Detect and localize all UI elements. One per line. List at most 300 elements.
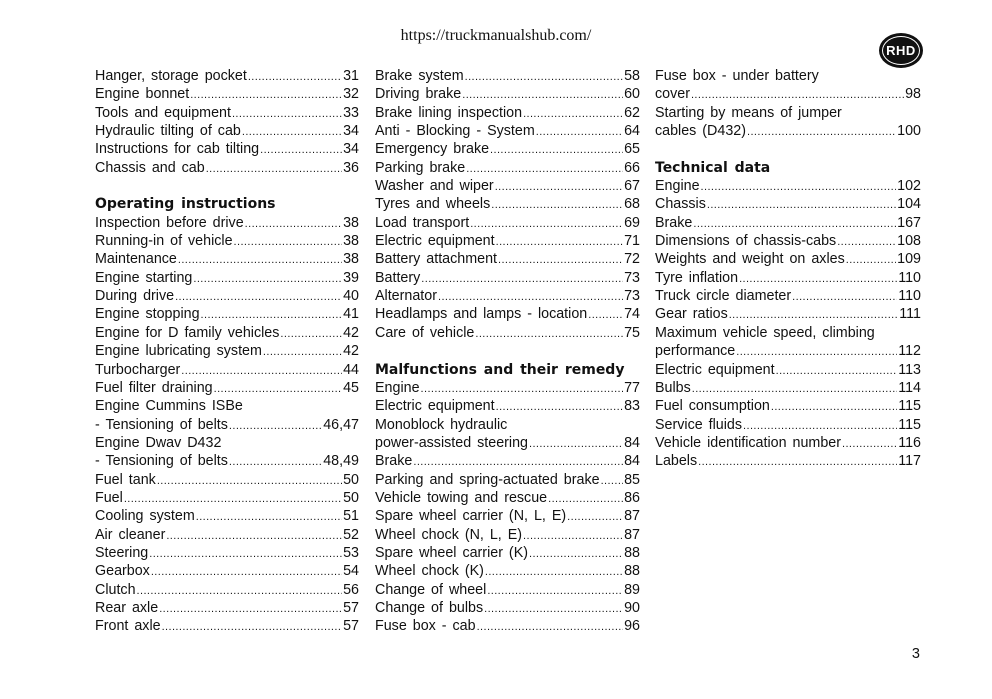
- toc-entry: [375, 159, 640, 177]
- dot-leader: [523, 527, 623, 544]
- dot-leader: [413, 453, 623, 470]
- toc-entry: [375, 305, 640, 323]
- toc-entry-page: 104: [897, 196, 921, 213]
- toc-entry: [375, 471, 640, 489]
- toc-entry-title: - Tensioning of belts: [95, 416, 228, 433]
- toc-entry: [375, 269, 640, 287]
- dot-leader: [421, 380, 624, 397]
- toc-entry-page: 62: [624, 104, 640, 121]
- toc-entry-page: 38: [343, 233, 359, 250]
- toc-entry-title: Engine starting: [95, 269, 193, 286]
- toc-entry-page: 77: [624, 379, 640, 396]
- section-heading-text: Technical data: [655, 159, 771, 176]
- toc-entry: [655, 177, 921, 195]
- toc-entry-page: 51: [343, 508, 359, 525]
- toc-column-2: [375, 67, 640, 636]
- toc-entry-title: Anti - Blocking - System: [375, 123, 535, 140]
- rhd-badge-ring: [882, 36, 920, 65]
- toc-entry: [95, 342, 359, 360]
- dot-leader: [567, 508, 623, 525]
- dot-leader: [529, 545, 623, 562]
- toc-entry: [95, 489, 359, 507]
- toc-entry-page: 98: [905, 86, 921, 103]
- toc-entry-title: Tyres and wheels: [375, 196, 491, 213]
- dot-leader: [232, 105, 342, 122]
- toc-entry-title: cables (D432): [655, 123, 746, 140]
- dot-leader: [498, 251, 623, 268]
- dot-leader: [837, 233, 896, 250]
- toc-entry-title: Tools and equipment: [95, 104, 231, 121]
- toc-entry-page: 36: [343, 159, 359, 176]
- toc-entry-page: 42: [343, 324, 359, 341]
- toc-entry-title: Maintenance: [95, 251, 177, 268]
- dot-leader: [496, 233, 623, 250]
- dot-leader: [151, 563, 342, 580]
- dot-leader: [529, 435, 623, 452]
- toc-entry-page: 111: [899, 306, 921, 323]
- toc-entry: [375, 507, 640, 525]
- toc-entry-title: Maximum vehicle speed, climbing: [655, 324, 875, 341]
- toc-entry-page: 33: [343, 104, 359, 121]
- toc-entry-title: Clutch: [95, 581, 136, 598]
- dot-leader: [692, 380, 897, 397]
- toc-entry: [375, 544, 640, 562]
- toc-entry: [375, 177, 640, 195]
- toc-entry-page: 75: [624, 324, 640, 341]
- toc-entry-page: 115: [898, 398, 921, 415]
- dot-leader: [536, 123, 623, 140]
- toc-entry: [375, 452, 640, 470]
- toc-entry: [95, 599, 359, 617]
- section-heading: [655, 159, 921, 177]
- toc-entry: [655, 232, 921, 250]
- toc-entry: [655, 434, 921, 452]
- dot-leader: [466, 160, 623, 177]
- dot-leader: [771, 398, 897, 415]
- toc-entry-page: 38: [343, 214, 359, 231]
- toc-entry: [375, 581, 640, 599]
- toc-entry: [95, 581, 359, 599]
- section-spacer: [375, 342, 640, 360]
- toc-entry-page: 110: [898, 288, 921, 305]
- dot-leader: [491, 196, 623, 213]
- toc-entry: [95, 305, 359, 323]
- toc-entry-title: Load transport: [375, 214, 470, 231]
- toc-entry-title: Engine Dwav D432: [95, 434, 222, 451]
- toc-entry-title: Service fluids: [655, 416, 743, 433]
- toc-entry-page: 38: [343, 251, 359, 268]
- toc-entry-title: Parking and spring-actuated brake: [375, 471, 600, 488]
- toc-entry-title: Vehicle identification number: [655, 434, 841, 451]
- dot-leader: [496, 398, 623, 415]
- toc-entry-page: 52: [343, 526, 359, 543]
- dot-leader: [206, 160, 342, 177]
- dot-leader: [487, 582, 623, 599]
- toc-entry-title: Truck circle diameter: [655, 288, 792, 305]
- toc-entry: [655, 195, 921, 213]
- toc-entry-page: 84: [624, 453, 640, 470]
- toc-entry-title: Weights and weight on axles: [655, 251, 845, 268]
- toc-entry-title: Running-in of vehicle: [95, 233, 233, 250]
- dot-leader: [421, 270, 623, 287]
- dot-leader: [701, 178, 897, 195]
- toc-entry-title: Brake lining inspection: [375, 104, 523, 121]
- toc-entry: [95, 140, 359, 158]
- dot-leader: [739, 270, 897, 287]
- toc-entry-title: Inspection before drive: [95, 214, 244, 231]
- toc-entry-page: 39: [343, 269, 359, 286]
- toc-entry-title: Dimensions of chassis-cabs: [655, 233, 837, 250]
- dot-leader: [776, 362, 898, 379]
- dot-leader: [229, 453, 322, 470]
- toc-entry: [655, 214, 921, 232]
- toc-entry-title: Spare wheel carrier (N, L, E): [375, 508, 567, 525]
- dot-leader: [588, 306, 623, 323]
- toc-entry-title: performance: [655, 343, 736, 360]
- dot-leader: [280, 325, 342, 342]
- toc-entry-title: Engine bonnet: [95, 86, 190, 103]
- dot-leader: [149, 545, 342, 562]
- toc-entry: [95, 324, 359, 342]
- toc-entry-title: Chassis and cab: [95, 159, 205, 176]
- dot-leader: [792, 288, 897, 305]
- toc-entry: [655, 269, 921, 287]
- toc-entry-continued: [655, 67, 921, 85]
- toc-entry-page: 68: [624, 196, 640, 213]
- toc-entry: [375, 85, 640, 103]
- toc-entry-page: 34: [343, 141, 359, 158]
- toc-entry-page: 32: [343, 86, 359, 103]
- toc-entry: [655, 361, 921, 379]
- toc-entry: [95, 269, 359, 287]
- toc-entry: [95, 67, 359, 85]
- toc-entry-title: Hydraulic tilting of cab: [95, 123, 241, 140]
- toc-entry: [375, 397, 640, 415]
- toc-entry: [95, 214, 359, 232]
- toc-entry: [95, 232, 359, 250]
- toc-entry-page: 113: [898, 361, 921, 378]
- toc-entry-title: Battery attachment: [375, 251, 497, 268]
- toc-entry-title: Electric equipment: [375, 398, 495, 415]
- toc-entry-title: Monoblock hydraulic: [375, 416, 508, 433]
- dot-leader: [201, 306, 343, 323]
- toc-entry-title: Fuel filter draining: [95, 379, 213, 396]
- dot-leader: [193, 270, 342, 287]
- toc-entry: [655, 342, 921, 360]
- toc-entry: [95, 159, 359, 177]
- dot-leader: [229, 417, 322, 434]
- toc-entry-title: Change of wheel: [375, 581, 487, 598]
- toc-entry-page: 114: [898, 379, 921, 396]
- toc-entry: [375, 250, 640, 268]
- toc-entry-title: Engine: [375, 379, 420, 396]
- toc-entry: [95, 250, 359, 268]
- toc-entry-title: Steering: [95, 544, 149, 561]
- dot-leader: [242, 123, 342, 140]
- toc-entry-title: Electric equipment: [375, 233, 495, 250]
- toc-entry-page: 108: [897, 233, 921, 250]
- toc-entry-title: Front axle: [95, 618, 161, 635]
- toc-entry-title: Brake: [375, 453, 413, 470]
- toc-entry-page: 48,49: [323, 453, 359, 470]
- toc-entry-page: 31: [343, 68, 359, 84]
- toc-entry-title: Parking brake: [375, 159, 466, 176]
- toc-column-1: [95, 67, 359, 636]
- toc-entry: [95, 104, 359, 122]
- dot-leader: [485, 563, 623, 580]
- toc-entry: [95, 507, 359, 525]
- toc-entry-page: 73: [624, 269, 640, 286]
- toc-entry: [95, 544, 359, 562]
- toc-entry-title: Tyre inflation: [655, 269, 739, 286]
- toc-entry-page: 45: [343, 379, 359, 396]
- toc-entry-page: 89: [624, 581, 640, 598]
- toc-entry-page: 65: [624, 141, 640, 158]
- toc-entry-title: Fuel tank: [95, 471, 156, 488]
- toc-entry: [95, 526, 359, 544]
- toc-entry-title: Care of vehicle: [375, 324, 475, 341]
- dot-leader: [470, 215, 623, 232]
- toc-entry: [95, 379, 359, 397]
- dot-leader: [846, 251, 896, 268]
- dot-leader: [162, 618, 343, 635]
- toc-entry-title: Emergency brake: [375, 141, 490, 158]
- toc-entry: [95, 617, 359, 635]
- dot-leader: [601, 472, 624, 489]
- toc-entry-title: Air cleaner: [95, 526, 166, 543]
- dot-leader: [691, 86, 904, 103]
- toc-entry: [375, 287, 640, 305]
- toc-entry-page: 58: [624, 68, 640, 84]
- toc-entry-title: Wheel chock (K): [375, 563, 484, 580]
- toc-entry: [375, 122, 640, 140]
- toc-entry-title: Fuse box - cab: [375, 618, 476, 635]
- toc-entry-title: Gearbox: [95, 563, 150, 580]
- dot-leader: [693, 215, 896, 232]
- dot-leader: [260, 141, 342, 158]
- toc-entry: [375, 489, 640, 507]
- toc-entry-title: Bulbs: [655, 379, 691, 396]
- dot-leader: [175, 288, 342, 305]
- toc-column-3: [655, 67, 921, 471]
- toc-entry-page: 87: [624, 508, 640, 525]
- dot-leader: [245, 215, 342, 232]
- dot-leader: [190, 86, 342, 103]
- toc-entry-page: 71: [624, 233, 640, 250]
- toc-entry-page: 57: [343, 618, 359, 635]
- toc-entry: [655, 122, 921, 140]
- toc-entry-title: Engine: [655, 178, 700, 195]
- toc-entry-page: 67: [624, 178, 640, 195]
- toc-entry-title: Hanger, storage pocket: [95, 68, 247, 84]
- toc-entry-title: Engine Cummins ISBe: [95, 398, 243, 415]
- toc-entry-title: Spare wheel carrier (K): [375, 544, 528, 561]
- source-url[interactable]: https://truckmanualshub.com/: [400, 27, 592, 44]
- toc-entry-page: 85: [624, 471, 640, 488]
- toc-entry: [375, 617, 640, 635]
- toc-entry: [655, 287, 921, 305]
- toc-entry: [375, 379, 640, 397]
- toc-entry: [375, 599, 640, 617]
- toc-entry-title: Washer and wiper: [375, 178, 494, 195]
- dot-leader: [234, 233, 343, 250]
- toc-entry-title: Labels: [655, 453, 698, 470]
- dot-leader: [484, 600, 623, 617]
- toc-entry-title: Headlamps and lamps - location: [375, 306, 588, 323]
- rhd-badge: RHD: [879, 33, 923, 68]
- toc-entry: [375, 434, 640, 452]
- toc-entry-page: 86: [624, 489, 640, 506]
- dot-leader: [698, 453, 897, 470]
- toc-entry: [375, 324, 640, 342]
- toc-entry-page: 73: [624, 288, 640, 305]
- toc-entry: [95, 122, 359, 140]
- toc-entry-title: Starting by means of jumper: [655, 104, 842, 121]
- toc-entry-title: Brake: [655, 214, 693, 231]
- toc-entry-title: Gear ratios: [655, 306, 728, 323]
- dot-leader: [475, 325, 623, 342]
- dot-leader: [438, 288, 623, 305]
- toc-entry-page: 40: [343, 288, 359, 305]
- toc-entry-title: Turbocharger: [95, 361, 181, 378]
- toc-entry-page: 115: [898, 416, 921, 433]
- toc-entry-page: 116: [898, 434, 921, 451]
- dot-leader: [178, 251, 342, 268]
- toc-entry-title: Brake system: [375, 68, 464, 84]
- toc-entry-page: 112: [898, 343, 921, 360]
- toc-entry: [95, 452, 359, 470]
- toc-entry: [375, 232, 640, 250]
- toc-entry-title: power-assisted steering: [375, 434, 528, 451]
- toc-entry-page: 100: [897, 123, 921, 140]
- toc-entry-page: 54: [343, 563, 359, 580]
- toc-entry-page: 57: [343, 599, 359, 616]
- toc-entry-title: Engine for D family vehicles: [95, 324, 280, 341]
- toc-entry-page: 117: [898, 453, 921, 470]
- toc-entry: [655, 305, 921, 323]
- toc-entry-page: 96: [624, 618, 640, 635]
- dot-leader: [743, 417, 897, 434]
- section-heading: [95, 195, 359, 213]
- dot-leader: [490, 141, 623, 158]
- dot-leader: [214, 380, 342, 397]
- dot-leader: [159, 600, 342, 617]
- toc-entry-title: - Tensioning of belts: [95, 453, 228, 470]
- toc-entry-title: Electric equipment: [655, 361, 775, 378]
- dot-leader: [181, 362, 342, 379]
- toc-entry-title: Alternator: [375, 288, 437, 305]
- toc-entry-title: Cooling system: [95, 508, 195, 525]
- dot-leader: [477, 618, 624, 635]
- toc-entry: [95, 471, 359, 489]
- dot-leader: [736, 343, 897, 360]
- toc-entry-title: Change of bulbs: [375, 599, 484, 616]
- toc-entry-page: 42: [343, 343, 359, 360]
- toc-entry: [95, 85, 359, 103]
- dot-leader: [523, 105, 623, 122]
- toc-entry-page: 102: [897, 178, 921, 195]
- toc-entry-page: 74: [624, 306, 640, 323]
- toc-entry-page: 50: [343, 489, 359, 506]
- toc-entry-page: 34: [343, 123, 359, 140]
- toc-entry: [655, 452, 921, 470]
- toc-entry-title: Wheel chock (N, L, E): [375, 526, 523, 543]
- section-heading-text: Operating instructions: [95, 196, 276, 213]
- dot-leader: [842, 435, 897, 452]
- toc-entry-page: 110: [898, 269, 921, 286]
- toc-entry: [655, 397, 921, 415]
- dot-leader: [548, 490, 623, 507]
- toc-entry-page: 66: [624, 159, 640, 176]
- toc-entry-page: 88: [624, 544, 640, 561]
- dot-leader: [747, 123, 896, 140]
- toc-entry-page: 60: [624, 86, 640, 103]
- dot-leader: [166, 527, 342, 544]
- toc-entry: [375, 104, 640, 122]
- toc-entry-title: Driving brake: [375, 86, 462, 103]
- toc-entry-continued: [375, 416, 640, 434]
- dot-leader: [495, 178, 623, 195]
- dot-leader: [124, 490, 342, 507]
- toc-entry-page: 88: [624, 563, 640, 580]
- toc-entry-continued: [95, 434, 359, 452]
- toc-entry-page: 46,47: [323, 416, 359, 433]
- toc-entry-page: 69: [624, 214, 640, 231]
- toc-entry-page: 83: [624, 398, 640, 415]
- toc-entry-page: 167: [897, 214, 921, 231]
- toc-entry: [655, 85, 921, 103]
- dot-leader: [137, 582, 343, 599]
- toc-entry-continued: [655, 104, 921, 122]
- toc-entry-page: 72: [624, 251, 640, 268]
- toc-entry-title: Instructions for cab tilting: [95, 141, 260, 158]
- dot-leader: [157, 472, 342, 489]
- toc-entry-title: Fuse box - under battery: [655, 68, 819, 84]
- toc-entry-title: Fuel: [95, 489, 123, 506]
- dot-leader: [729, 306, 899, 323]
- toc-entry-title: During drive: [95, 288, 175, 305]
- dot-leader: [196, 508, 342, 525]
- dot-leader: [462, 86, 623, 103]
- toc-entry: [375, 67, 640, 85]
- toc-entry-title: Engine stopping: [95, 306, 200, 323]
- toc-entry-title: cover: [655, 86, 690, 103]
- section-heading-text: Malfunctions and their remedy: [375, 361, 625, 378]
- dot-leader: [707, 196, 896, 213]
- toc-entry: [375, 140, 640, 158]
- toc-entry-title: Fuel consumption: [655, 398, 770, 415]
- toc-entry: [655, 250, 921, 268]
- toc-entry: [375, 526, 640, 544]
- toc-entry-page: 84: [624, 434, 640, 451]
- dot-leader: [465, 68, 623, 85]
- dot-leader: [263, 343, 342, 360]
- toc-entry: [375, 214, 640, 232]
- toc-entry: [375, 562, 640, 580]
- section-heading: [375, 361, 640, 379]
- toc-entry-title: Engine lubricating system: [95, 343, 262, 360]
- toc-entry-page: 50: [343, 471, 359, 488]
- toc-entry-page: 56: [343, 581, 359, 598]
- toc-entry-page: 109: [897, 251, 921, 268]
- dot-leader: [248, 68, 342, 85]
- page-number: 3: [911, 646, 920, 662]
- section-spacer: [655, 140, 921, 158]
- toc-entry-page: 64: [624, 123, 640, 140]
- toc-entry-title: Chassis: [655, 196, 706, 213]
- toc-entry-page: 90: [624, 599, 640, 616]
- toc-entry-title: Vehicle towing and rescue: [375, 489, 548, 506]
